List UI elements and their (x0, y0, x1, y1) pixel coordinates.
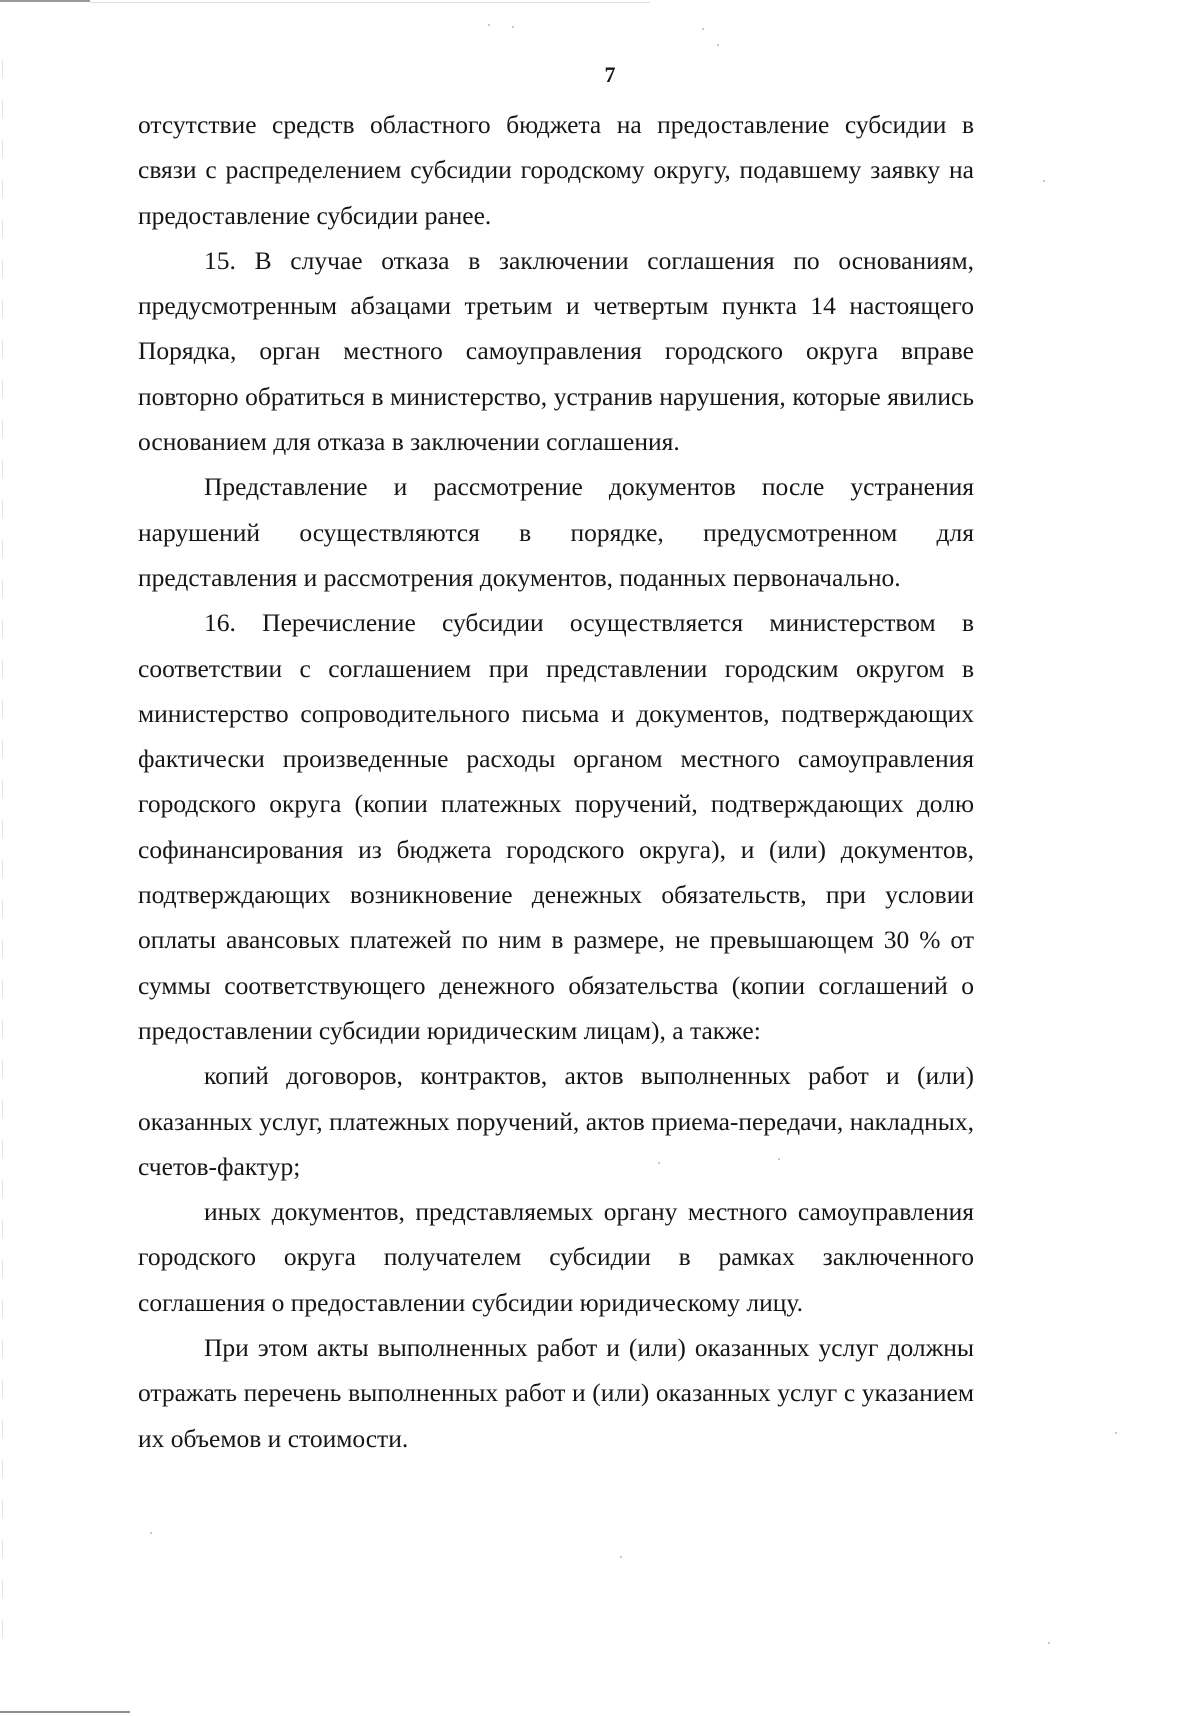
paragraph-acts-requirements: При этом акты выполненных работ и (или) оказанных услуг должны отражать перечень выполненных работ и (или) оказанных услуг с указанием их объемов и стоимости. (138, 1333, 974, 1453)
paragraph-16: 16. Перечисление субсидии осуществляется министерством в соответствии с соглашением при представлении городским округом в министерство сопроводительного письма и документов, подтверждающих фактически произведенные расходы органом местного самоуправления городского округа (копии платежных поручений, подтверждающих долю софинансирования из бюджета городского округа), и (или) документов, подтверждающих возникновение денежных обязательств, при условии оплаты авансовых платежей по ним в размере, не превышающем 30 % от суммы соответствующего денежного обязательства (копии соглашений о предоставлении субсидии юридическим лицам), а также: (138, 608, 974, 1045)
paragraph-continuation: отсутствие средств областного бюджета на предоставление субсидии в связи с распределением субсидии городскому округу, подавшему заявку на предоставление субсидии ранее. (138, 110, 974, 230)
scan-speck (488, 24, 490, 26)
paragraph-15: 15. В случае отказа в заключении соглашения по основаниям, предусмотренным абзацами третьим и четвертым пункта 14 настоящего Порядка, орган местного самоуправления городского округа вправе повторно обратиться в министерство, устранив нарушения, которые явились основанием для отказа в заключении соглашения. (138, 245, 974, 457)
scan-edge-bottom (0, 1711, 130, 1713)
scan-speck (1115, 1432, 1117, 1434)
paragraph-copies-of-contracts: копий договоров, контрактов, актов выполненных работ и (или) оказанных услуг, платежных поручений, актов приема-передачи, накладных, счетов-фактур; (138, 1061, 974, 1181)
document-body (138, 102, 974, 1461)
scan-edge-top-line (90, 2, 650, 3)
scan-speck (1048, 1642, 1050, 1644)
scan-speck (702, 28, 704, 30)
scan-edge-top (0, 0, 90, 2)
scan-speck (717, 44, 719, 46)
scan-speck (150, 1532, 152, 1534)
scan-speck (512, 26, 514, 28)
paragraph-resubmission: Представление и рассмотрение документов после устранения нарушений осуществляются в порядке, предусмотренном для представления и рассмотрения документов, поданных первоначально. (138, 472, 974, 592)
scan-speck (620, 1556, 622, 1558)
paragraph-other-documents: иных документов, представляемых органу местного самоуправления городского округа получателем субсидии в рамках заключенного соглашения о предоставлении субсидии юридическому лицу. (138, 1197, 974, 1317)
page-number: 7 (604, 62, 616, 87)
scan-edge-left (2, 60, 3, 1660)
scan-speck (1043, 180, 1045, 182)
